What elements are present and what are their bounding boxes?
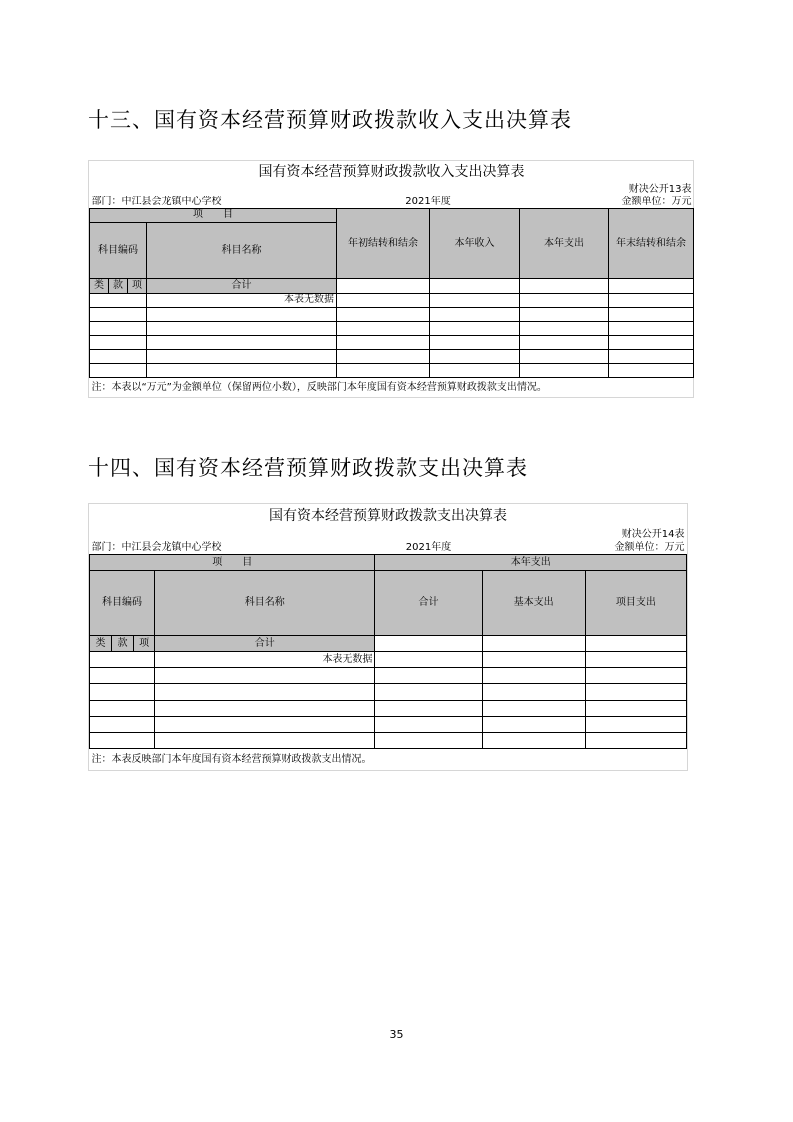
col-basic-expense: 基本支出: [482, 571, 585, 636]
item-header: 项 目: [90, 208, 337, 222]
table-row: [90, 716, 687, 732]
table-row: [90, 293, 694, 307]
total-label: 合计: [147, 279, 337, 293]
no-data-text: 本表无数据: [147, 293, 337, 307]
section-13-heading: 十三、国有资本经营预算财政拨款收入支出决算表: [88, 108, 572, 132]
table-row: [90, 307, 694, 321]
col-subject-name: 科目名称: [155, 571, 375, 636]
current-year-expense-header: 本年支出: [375, 555, 687, 571]
sub-kuan: 款: [109, 279, 128, 293]
sub-lei: 类: [90, 635, 112, 651]
table-row: [90, 732, 687, 748]
col-end-balance: 年末结转和结余: [609, 208, 694, 279]
table-title: 国有资本经营预算财政拨款支出决算表: [269, 508, 507, 525]
col-begin-balance: 年初结转和结余: [337, 208, 430, 279]
col-total: 合计: [375, 571, 482, 636]
form-number: 财决公开14表: [621, 528, 685, 540]
table-note: 注：本表以“万元”为金额单位（保留两位小数），反映部门本年度国有资本经营预算财政拨款支出情况。: [91, 381, 547, 393]
unit-label: 金额单位：万元: [621, 196, 692, 208]
table-row: [90, 364, 694, 378]
table-row: [90, 652, 687, 668]
col-subject-code: 科目编码: [90, 571, 155, 636]
col-income: 本年收入: [430, 208, 520, 279]
table-row: [90, 700, 687, 716]
table-row: [90, 321, 694, 335]
department-label: 部门：中江县会龙镇中心学校: [91, 541, 222, 553]
col-subject-code: 科目编码: [90, 223, 147, 279]
col-expense: 本年支出: [520, 208, 609, 279]
fiscal-year: 2021年度: [405, 541, 452, 553]
table-title: 国有资本经营预算财政拨款收入支出决算表: [258, 164, 525, 181]
income-expense-table: [88, 160, 694, 398]
table-row: [90, 684, 687, 700]
sub-kuan: 款: [112, 635, 134, 651]
expense-table: [88, 503, 688, 771]
form-number: 财决公开13表: [628, 183, 692, 195]
table-row: [90, 335, 694, 349]
page-number: 35: [389, 1028, 404, 1041]
sub-xiang: 项: [128, 279, 147, 293]
department-label: 部门：中江县会龙镇中心学校: [91, 196, 222, 208]
fiscal-year: 2021年度: [405, 196, 451, 208]
table-note: 注：本表反映部门本年度国有资本经营预算财政拨款支出情况。: [91, 753, 372, 765]
col-subject-name: 科目名称: [147, 223, 337, 279]
table-row: [90, 668, 687, 684]
item-header: 项 目: [90, 555, 375, 571]
col-project-expense: 项目支出: [585, 571, 686, 636]
total-label: 合计: [155, 635, 375, 651]
unit-label: 金额单位：万元: [614, 541, 685, 553]
sub-lei: 类: [90, 279, 109, 293]
sub-xiang: 项: [134, 635, 155, 651]
no-data-text: 本表无数据: [155, 652, 375, 668]
section-14-heading: 十四、国有资本经营预算财政拨款支出决算表: [88, 456, 528, 480]
table-row: [90, 350, 694, 364]
